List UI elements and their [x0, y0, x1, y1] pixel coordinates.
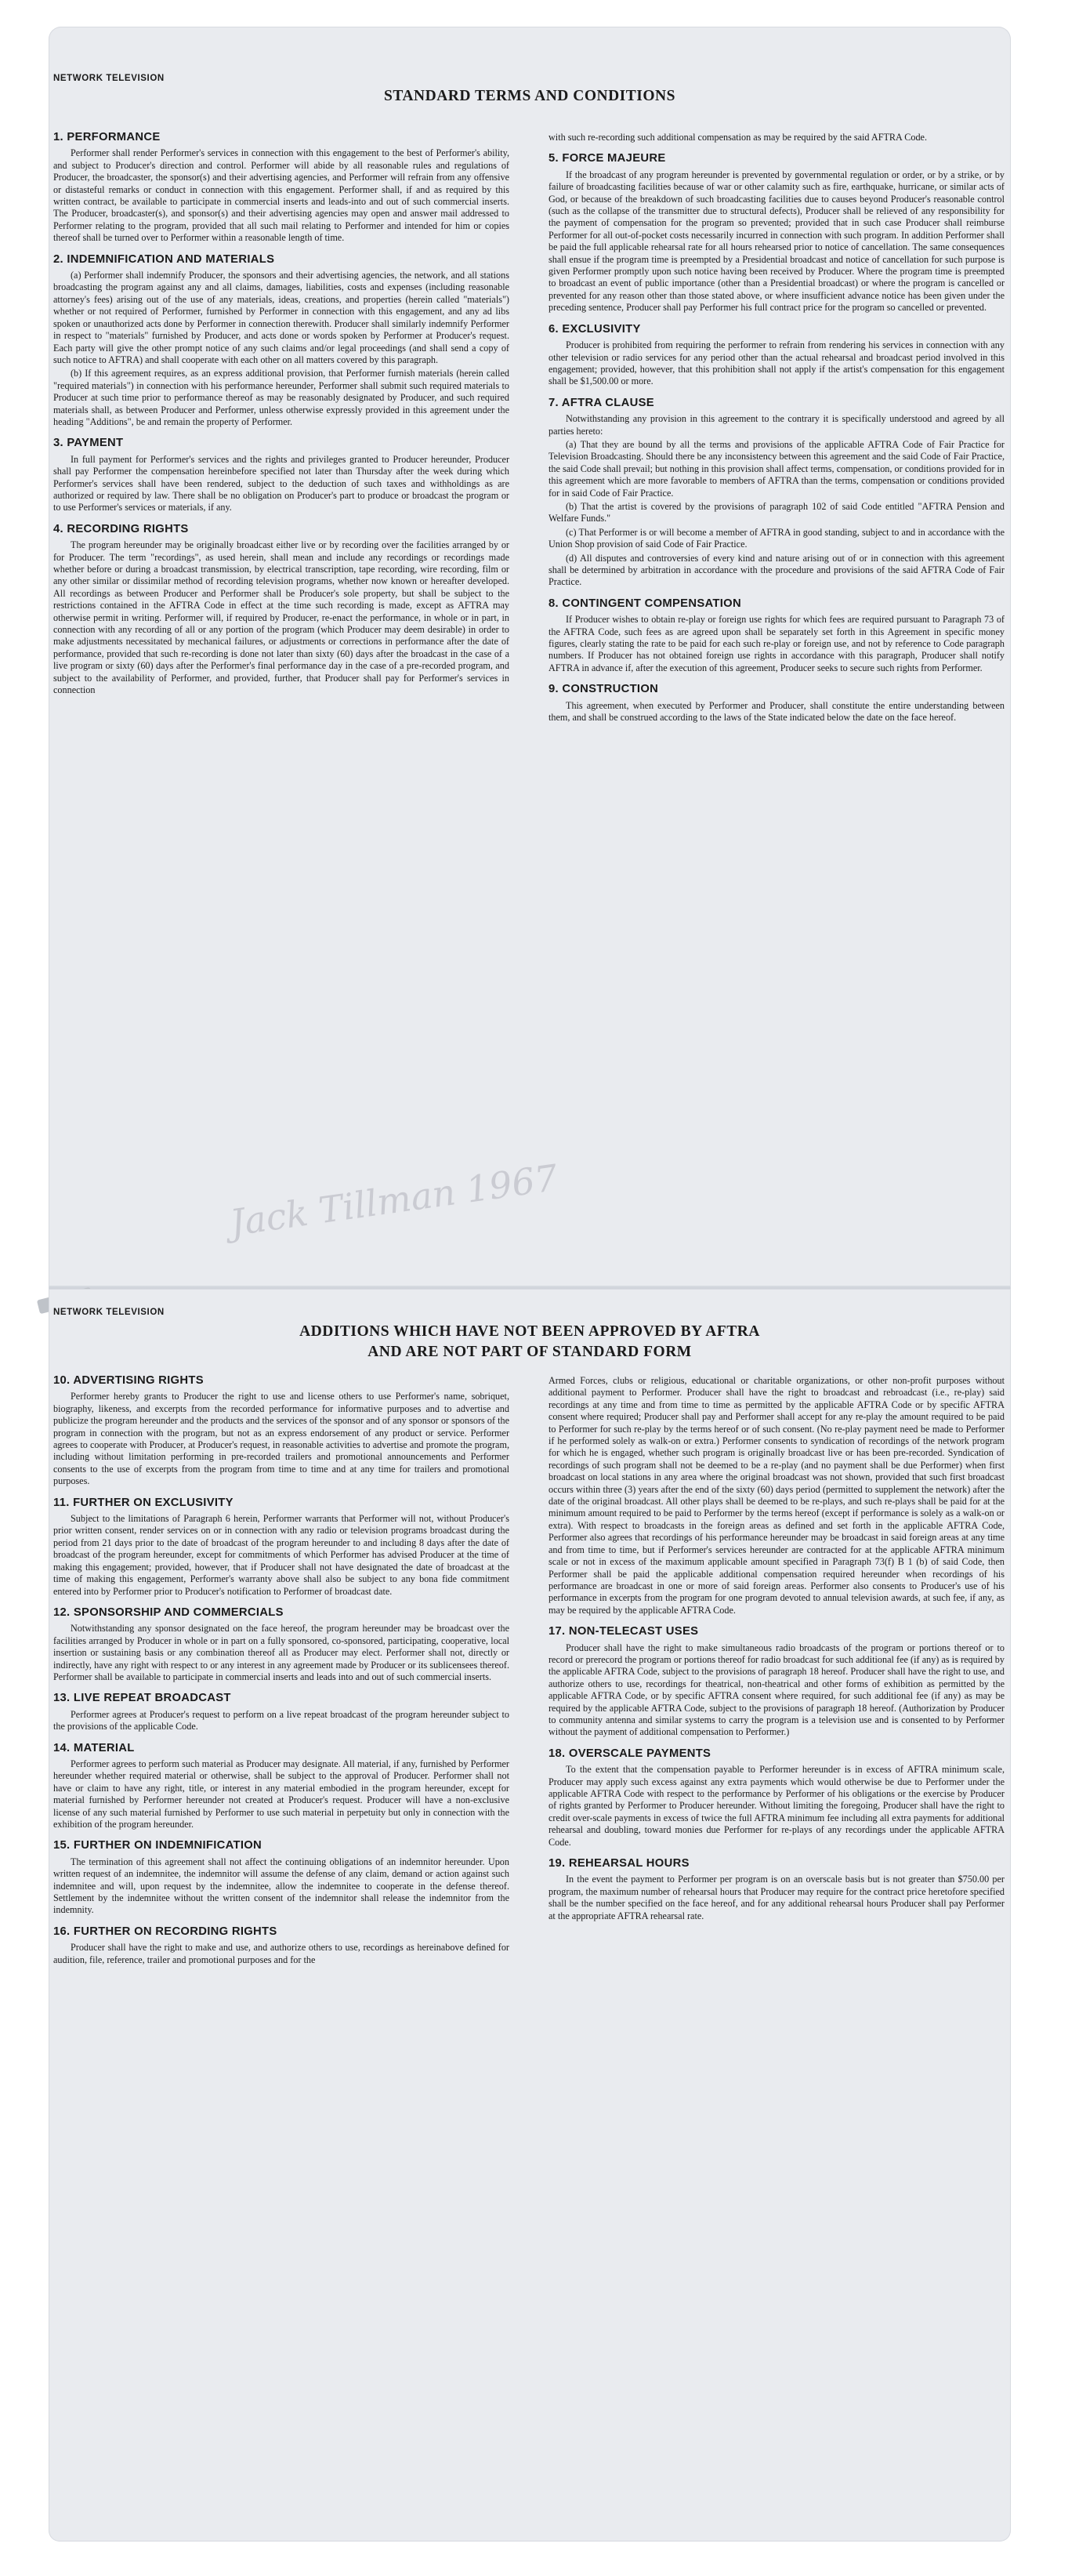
section-heading: 4. RECORDING RIGHTS	[53, 522, 189, 535]
section-paragraph: with such re-recording such additional compensation as may be required by the said AFTRA Code.	[548, 132, 927, 143]
section-paragraph: The program hereunder may be originally broadcast either live or by recording over the facilities arranged by or for Producer. The term "recordings", as used herein, shall mean and include any recordings or recordings made whether before or during a broadcast transmission, by electrical transcription, tape recording, wire recording, film or any other similar or dissimilar method of recording television programs, whether now known or hereafter developed. All recordings as between Producer and Performer shall be Producer's sole property, but shall be subject to the restrictions contained in the AFTRA Code in effect at the time such recording is made, except as AFTRA may otherwise permit in writing. Performer will, if required by Producer, re-enact the performance, in whole or in part, in connection with any recording of all or any portion of the program (which Producer may deem desirable) in order to make adjustments necessitated by mechanical failures, or adjustments or corrections in performance after the date of performance, provided that such re-recording is done not later than sixty (60) days after the broadcast in the case of a live program or sixty (60) days after the Performer's final performance day in the case of a pre-recorded program, and subject to the availability of Performer, and provided, further, that Producer shall pay for Performer's services in connection	[53, 539, 509, 696]
section	[548, 684, 1005, 724]
section-heading: 6. EXCLUSIVITY	[548, 322, 641, 336]
section	[53, 437, 509, 513]
section-paragraph: (d) All disputes and controversies of every kind and nature arising out of or in connection with this agreement shall be determined by arbitration in accordance with the procedure and provisions of the said AFTRA Code of Fair Practice.	[548, 552, 1005, 588]
section-heading: 2. INDEMNIFICATION AND MATERIALS	[53, 252, 275, 266]
column-left	[53, 132, 509, 706]
section-paragraph: Performer hereby grants to Producer the right to use and license others to use Performer's name, sobriquet, biography, likeness, and excerpts from the recorded performance for informative purposes and to advertise and publicize the program hereunder and the products and the services of the sponsor and of any sponsor or sponsors of the program in connection with the program, but not as an express endorsement of any product or service. Performer agrees to cooperate with Producer, at Producer's request, in reasonable activities to advertise and promote the program, including without limitation performing in pre-recorded trailers and promotional announcements and Performer consents to the use of excerpts from the program from time to time and at any time for trailers and promotional purposes.	[53, 1391, 509, 1487]
section-heading: 9. CONSTRUCTION	[548, 683, 659, 696]
page-bottom-additions	[49, 1289, 1011, 2542]
section-paragraph: (a) That they are bound by all the terms and provisions of the applicable AFTRA Code of Fair Practice for Television Broadcasting. Should there be any inconsistency between this agreement and the said Code of Fair Practice, the said Code shall prevail; but nothing in this provision shall affect terms, compensation, or conditions provided for in this agreement which are more favorable to members of AFTRA than the terms, compensation or conditions provided for in said Code of Fair Practice.	[548, 438, 1005, 499]
section-heading: 7. AFTRA CLAUSE	[548, 396, 654, 409]
section-heading: 5. FORCE MAJEURE	[548, 152, 666, 165]
section-heading: 18. OVERSCALE PAYMENTS	[548, 1747, 711, 1760]
section-heading: 1. PERFORMANCE	[53, 131, 161, 143]
additions-title-line2: AND ARE NOT PART OF STANDARD FORM	[367, 1344, 692, 1360]
page-title: STANDARD TERMS AND CONDITIONS	[384, 88, 675, 104]
section-paragraph: Notwithstanding any provision in this agreement to the contrary it is specifically understood and agreed by all parties hereto:	[548, 413, 1005, 437]
section-paragraph: Producer shall have the right to make simultaneous radio broadcasts of the program or portions thereof or to record or prerecord the program or portions thereof for radio broadcast for such additional fee (if any) as is required by the applicable AFTRA Code, subject to the provisions of paragraph 18 hereof. Producer shall have the right to use, and authorize others to use, recordings for theatrical, non-theatrical and other forms of exhibition as permitted by the applicable AFTRA Code, or by specific AFTRA consent where required, for such additional fee (if any) as may be required by the applicable AFTRA Code, subject to the provisions of paragraph 18 hereof. (Authorization by Producer to community antenna and similar systems to carry the program is a television use and is consented to by Performer without the payment of additional compensation to Performer.)	[548, 1642, 1005, 1738]
section	[53, 254, 509, 429]
section-paragraph: To the extent that the compensation payable to Performer hereunder is in excess of AFTRA minimum scale, Producer may apply such excess against any extra payments which would otherwise be due to Performer under the applicable AFTRA Code with respect to the performance by Performer of his obligations or the exercise by Producer of rights granted by Performer to Producer hereunder. Without limiting the foregoing, Producer shall have the right to credit over-scale payments in excess of twice the full AFTRA minimum fee including all extra payments for additional rehearsal and doubling, toward monies due Performer for re-plays of any recordings under the applicable AFTRA Code.	[548, 1764, 1005, 1848]
column-right	[548, 132, 1005, 733]
section	[53, 132, 509, 245]
section-paragraph: This agreement, when executed by Performer and Producer, shall constitute the entire understanding between them, and shall be construed according to the laws of the State indicated below the date on the face hereof.	[548, 699, 1005, 724]
section-heading: 3. PAYMENT	[53, 437, 124, 450]
page-top-standard-terms	[49, 27, 1011, 1289]
section	[548, 153, 1005, 314]
section-paragraph: If the broadcast of any program hereunder is prevented by governmental regulation or order, or by a strike, or by failure of broadcasting facilities because of war or other calamity such as fire, earthquake, hurricane, or similar acts of God, or because of the breakdown of such broadcasting facilities due to causes beyond Producer's reasonable control (such as the collapse of the transmitter due to structural defects), Producer shall be relieved of any responsibility for the payment of compensation for the program so prevented; provided that in such case Producer shall reimburse Performer for all out-of-pocket costs necessarily incurred in connection with such program. In addition Performer shall be paid the full applicable rehearsal rate for all hours rehearsed prior to notice of cancellation. The same consequences shall ensue if the program time is preempted by a Presidential broadcast and notice of cancellation for such purpose is given Performer promptly upon such notice having been received by Producer. Where the program time is preempted to broadcast an event of public importance (other than a Presidential broadcast) or where the program is cancelled or prevented for any reason other than those stated above, or where insufficient advance notice has been given under the preceding sentence, Producer shall pay Performer his full contract price for the program so cancelled or prevented.	[548, 169, 1005, 314]
section-heading: 17. NON-TELECAST USES	[548, 1625, 699, 1638]
section-paragraph: In the event the payment to Performer per program is on an overscale basis but is not greater than $750.00 per program, the maximum number of rehearsal hours that Producer may require for the contract price heretofore specified shall be the number specified on the face hereof, and for any additional rehearsal hours Producer shall pay Performer at the appropriate AFTRA rehearsal rate.	[548, 1874, 1005, 1921]
section-paragraph: Armed Forces, clubs or religious, educational or charitable organizations, or other non-profit purposes without additional payment to Performer. Producer shall have the right to broadcast and rebroadcast (i.e., re-play) said recordings at any time and from time to time as permitted by the applicable AFTRA Code or by specific AFTRA consent where required; Producer shall pay and Performer shall accept for any re-play the amount required to be paid to Performer for such re-play by the terms hereof or of such consent. (No re-play payment need be made to Performer if he performed solely as walk-on or extra.) Performer consents to syndication of recordings of the network program for which he is engaged, whether such program is originally broadcast live or has been pre-recorded. Syndication of recordings of such program shall not be deemed to be a re-play (and no payment shall be due Performer) when first broadcast on local stations in any area where the original broadcast was not shown, provided that such first broadcast occurs within three (3) years after the end of the sixty (60) days period (permitted to supplement the network) after the date of the original broadcast. All other plays shall be deemed to be re-plays, and such re-plays shall be paid for at the minimum amount required to be paid to Performer by the terms hereof (except if performance is solely as a walk-on or extra). With respect to broadcasts in the foreign areas as defined and set forth in the applicable AFTRA Code, Performer also agrees that recordings of his performance hereunder may be broadcast in said foreign areas at any time and from time to time, but if Performer's services hereunder are contracted for at the applicable AFTRA minimum scale or not in excess of the maximum applicable amount specified in Paragraph 73(f) B 1 (b) of said Code, then Performer shall be paid the applicable additional compensation required hereunder when recordings of his performance are broadcast in one or more of said foreign areas. Performer also consents to Producer's use of his performance in excerpts from the program for one program devoted to annual television awards, at such fee, if any, as may be required by the applicable AFTRA Code.	[548, 1375, 1005, 1616]
column-right	[548, 1375, 1005, 1932]
section	[548, 324, 1005, 388]
section-paragraph: Producer shall have the right to make and use, and authorize others to use, recordings as hereinabove defined for audition, file, reference, trailer and promotional purposes and for the	[53, 1942, 509, 1965]
section	[548, 1748, 1005, 1849]
section-heading: 12. SPONSORSHIP AND COMMERCIALS	[53, 1605, 284, 1619]
handwriting-ghost: Jack Tillman 1967	[227, 1156, 561, 1245]
section	[53, 524, 509, 697]
section-paragraph: Performer agrees at Producer's request to perform on a live repeat broadcast of the program hereunder subject to the provisions of the applicable Code.	[53, 1708, 509, 1732]
section	[548, 397, 1005, 589]
section-paragraph: The termination of this agreement shall not affect the continuing obligations of an indemnitor hereunder. Upon written request of an indemnitee, the indemnitor will assume the defense of any claim, demand or action against such indemnitee and will, upon request by the indemnitee, allow the indemnitee to cooperate in the defense thereof. Settlement by the indemnitee without the written consent of the indemnitor shall release the indemnitor from the indemnity.	[53, 1856, 509, 1916]
section	[53, 1743, 509, 1831]
section	[548, 132, 1005, 143]
section-paragraph: If Producer wishes to obtain re-play or foreign use rights for which fees are required pursuant to Paragraph 73 of the AFTRA Code, such fees as are agreed upon shall be separately set forth in this Agreement in specific money figures, clearly stating the rate to be paid for each such re-play or foreign use, and not by reference to Code paragraph numbers. If Producer has not obtained foreign use rights in accordance with this paragraph, Producer shall notify AFTRA in advance if, after the execution of this agreement, Producer seeks to secure such rights from Performer.	[548, 614, 1005, 673]
section-heading: 16. FURTHER ON RECORDING RIGHTS	[53, 1925, 277, 1938]
section	[53, 1607, 509, 1683]
section-paragraph: Subject to the limitations of Paragraph 6 herein, Performer warrants that Performer will not, without Producer's prior written consent, render services on or in connection with any radio or television programs broadcast during the period from 21 days prior to the date of broadcast of the program hereunder to and including 8 days after the date of broadcast of the program hereunder, except for commitments of which Performer has advised Producer at the time of making this engagement; provided, however, that if Producer shall not have designated the date of broadcast at the time of making this engagement, Performer's warranty above shall also be subject to any bona fide commitment entered into by Performer prior to Producer's notification to Performer of broadcast date.	[53, 1513, 509, 1597]
section	[548, 598, 1005, 674]
network-label: NETWORK TELEVISION	[53, 1308, 165, 1317]
section-paragraph: In full payment for Performer's services and the rights and privileges granted to Producer hereunder, Producer shall pay Performer the compensation hereinbefore specified not later than Thursday after the week during which Performer's services shall have been rendered, subject to the deduction of such taxes and withholdings as are authorized or required by law. There shall be no obligation on Producer's part to produce or broadcast the program or to use Performer's services or materials, if any.	[53, 453, 509, 513]
section-heading: 14. MATERIAL	[53, 1741, 135, 1754]
section-paragraph: Performer agrees to perform such material as Producer may designate. All material, if any, furnished by Performer hereunder whether required material or otherwise, shall be subject to the approval of Producer. Performer shall not have or claim to have any right, title, or interest in any material embodied in the program hereunder, except for material furnished by Performer hereunder not created at Producer's request. Producer will have a non-exclusive license of any such material furnished by Performer to use such material in perpetuity but only in connection with the exhibition of the program hereunder.	[53, 1758, 509, 1830]
network-label: NETWORK TELEVISION	[53, 74, 165, 83]
section	[53, 1375, 509, 1488]
section	[548, 1626, 1005, 1739]
section-paragraph: Producer is prohibited from requiring the performer to refrain from rendering his services in connection with any other television or radio services for any period other than the actual rehearsal and broadcast period involved in this engagement; provided, however, that this prohibition shall not apply if the artist's compensation for this engagement shall be $1,500.00 or more.	[548, 339, 1005, 387]
section-heading: 13. LIVE REPEAT BROADCAST	[53, 1692, 231, 1705]
column-left	[53, 1375, 509, 1976]
section-paragraph: Notwithstanding any sponsor designated on the face hereof, the program hereunder may be broadcast over the facilities arranged by Producer in whole or in part on a fully sponsored, co-sponsored, participating, cooperative, local insertion or sustaining basis or any combination thereof all as Producer may elect. Performer shall not, directly or indirectly, have any right with respect to or any interest in any agreement made by Producer or its sublicensees thereof. Performer shall be available to participate in commercial inserts and leads into and out of such commercial inserts.	[53, 1623, 509, 1682]
section-heading: 11. FURTHER ON EXCLUSIVITY	[53, 1496, 234, 1509]
section-paragraph: (c) That Performer is or will become a member of AFTRA in good standing, subject to and in accordance with the Union Shop provision of said Code of Fair Practice.	[548, 526, 1005, 550]
additions-title-line1: ADDITIONS WHICH HAVE NOT BEEN APPROVED BY AFTRA	[299, 1323, 760, 1340]
section-heading: 10. ADVERTISING RIGHTS	[53, 1374, 204, 1387]
section	[53, 1497, 509, 1598]
section-heading: 19. REHEARSAL HOURS	[548, 1857, 690, 1870]
section	[53, 1926, 509, 1966]
section	[53, 1840, 509, 1916]
section-heading: 8. CONTINGENT COMPENSATION	[548, 597, 741, 610]
section	[548, 1858, 1005, 1922]
section-paragraph: Performer shall render Performer's services in connection with this engagement to the best of Performer's ability, and subject to Producer's direction and control. Performer will abide by all reasonable rules and regulations of Producer, the broadcaster, the sponsor(s) and their advertising agencies, and Performer will refrain from any offensive or distasteful remarks or conduct in connection with this engagement. Performer shall, if and as required by this written contract, be available to participate in commercial inserts and leads-into and out of such commercial inserts. The Producer, broadcaster(s), and sponsor(s) and their advertising agencies may open and answer mail addressed to Performer relating to the program, provided that all such mail relating to Performer and intended for him or copies thereof shall be turned over to Performer within a reasonable length of time.	[53, 147, 509, 244]
section-paragraph: (a) Performer shall indemnify Producer, the sponsors and their advertising agencies, the network, and all stations broadcasting the program against any and all claims, damages, liabilities, costs and expenses (including reasonable attorney's fees) arising out of the use of any materials, ideas, creations, and properties (herein called "materials") whether or not required of Performer, furnished by Performer in connection with this engagement, and any ad libs spoken or unauthorized acts done by Performer in connection therewith. Producer shall similarly indemnify Performer in respect to "materials" furnished by Producer, and acts done or words spoken by Performer at Producer's request. Each party will give the other prompt notice of any such claims and/or legal proceedings (and shall send a copy of such notice to AFTRA) and shall cooperate with each other on all matters covered by this paragraph.	[53, 270, 509, 365]
section	[548, 1375, 1005, 1616]
section-paragraph: (b) If this agreement requires, as an express additional provision, that Performer furnish materials (herein called "required materials") in connection with his performance hereunder, Performer shall submit such required materials to Producer at such time prior to performance thereof as may be reasonably designated by Producer, and such required materials shall, as between Producer and Performer, unless otherwise expressly provided in this agreement under the heading "Additions", be and remain the property of Performer.	[53, 368, 509, 427]
section-heading: 15. FURTHER ON INDEMNIFICATION	[53, 1839, 262, 1852]
section-paragraph: (b) That the artist is covered by the provisions of paragraph 102 of said Code entitled "AFTRA Pension and Welfare Funds."	[548, 500, 1005, 524]
section	[53, 1693, 509, 1732]
